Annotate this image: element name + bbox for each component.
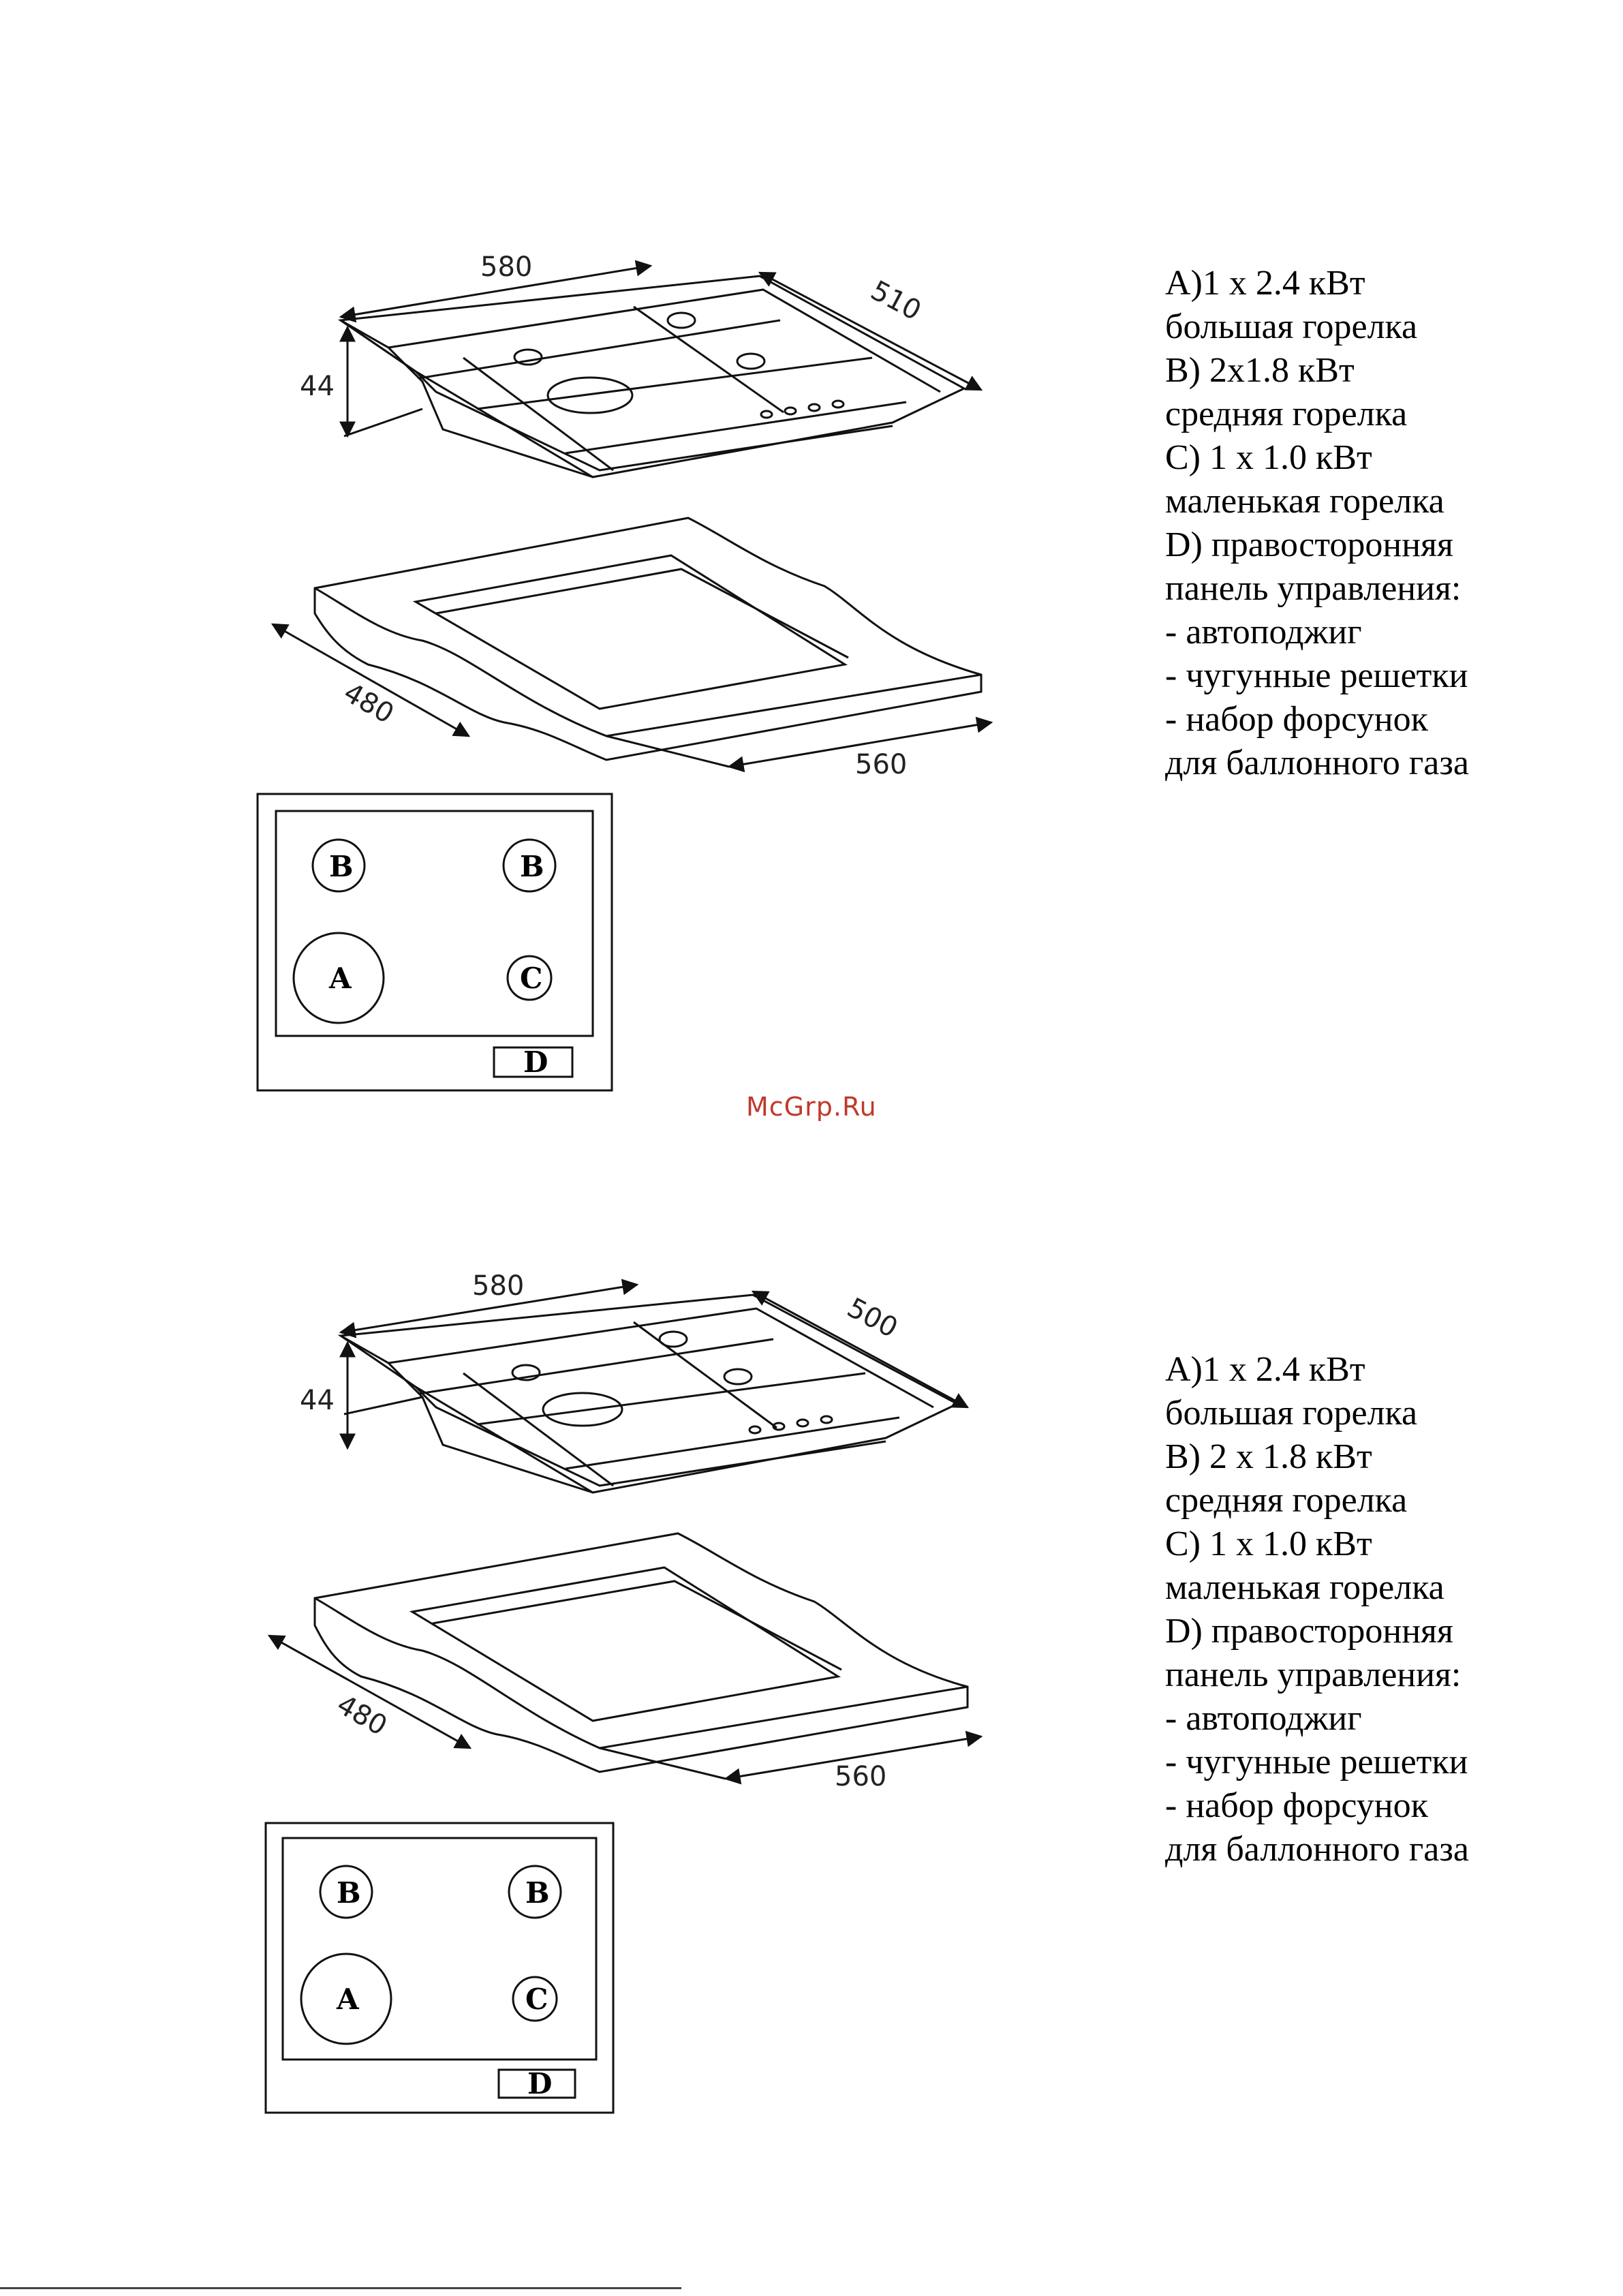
layout-label-b2-2: B (525, 1876, 550, 1910)
cutout-isometric-2 (269, 1533, 981, 1779)
spec-line: B) 2 x 1.8 кВт (1165, 1437, 1372, 1476)
layout-label-a-1: A (329, 962, 352, 995)
spec-line: средняя горелка (1165, 395, 1408, 433)
spec-line: - набор форсунок (1165, 1786, 1428, 1825)
spec-line: маленькая горелка (1165, 1568, 1444, 1607)
dim-depth-2: 500 (841, 1291, 903, 1345)
spec-line: A)1 x 2.4 кВт (1165, 1350, 1365, 1389)
dim-height-2: 44 (300, 1385, 335, 1416)
spec-list-2 (1165, 1348, 1469, 1871)
layout-label-d-2: D (527, 2067, 553, 2100)
dim-depth-1: 510 (865, 275, 927, 327)
spec-line: панель управления: (1165, 569, 1462, 608)
spec-line: большая горелка (1165, 307, 1418, 346)
dim-width-2: 580 (472, 1270, 525, 1302)
layout-label-b2-1: B (520, 850, 544, 883)
spec-line: для баллонного газа (1165, 744, 1469, 782)
spec-list-1 (1165, 262, 1469, 785)
dim-height-1: 44 (300, 371, 335, 402)
layout-label-c-2: C (525, 1983, 548, 2016)
spec-line: B) 2x1.8 кВт (1165, 351, 1355, 390)
spec-line: C) 1 x 1.0 кВт (1165, 1525, 1372, 1563)
spec-line: - автоподжиг (1165, 1699, 1362, 1738)
dim-cut-depth-1: 480 (338, 677, 399, 731)
spec-line: A)1 x 2.4 кВт (1165, 264, 1365, 303)
dim-width-1: 580 (480, 251, 533, 283)
spec-line: для баллонного газа (1165, 1830, 1469, 1869)
dim-cut-depth-2: 480 (331, 1689, 392, 1743)
spec-line: средняя горелка (1165, 1481, 1408, 1520)
spec-line: - чугунные решетки (1165, 1743, 1468, 1781)
spec-line: маленькая горелка (1165, 482, 1444, 521)
spec-line: панель управления: (1165, 1655, 1462, 1694)
spec-line: - автоподжиг (1165, 613, 1362, 652)
layout-label-c-1: C (520, 962, 543, 995)
dim-cut-width-1: 560 (855, 749, 908, 780)
spec-line: D) правосторонняя (1165, 525, 1453, 564)
layout-label-d-1: D (523, 1045, 548, 1079)
spec-line: C) 1 x 1.0 кВт (1165, 438, 1372, 477)
layout-label-b1-1: B (329, 850, 354, 883)
spec-line: большая горелка (1165, 1394, 1418, 1433)
burner-layout-2 (266, 1823, 613, 2113)
watermark[interactable]: McGrp.Ru (746, 1092, 877, 1122)
layout-label-b1-2: B (337, 1876, 361, 1910)
bottom-divider (0, 2287, 681, 2289)
spec-line: D) правосторонняя (1165, 1612, 1453, 1651)
dim-cut-width-2: 560 (835, 1761, 887, 1792)
spec-line: - чугунные решетки (1165, 656, 1468, 695)
layout-label-a-2: A (337, 1983, 359, 2016)
spec-line: - набор форсунок (1165, 700, 1428, 739)
